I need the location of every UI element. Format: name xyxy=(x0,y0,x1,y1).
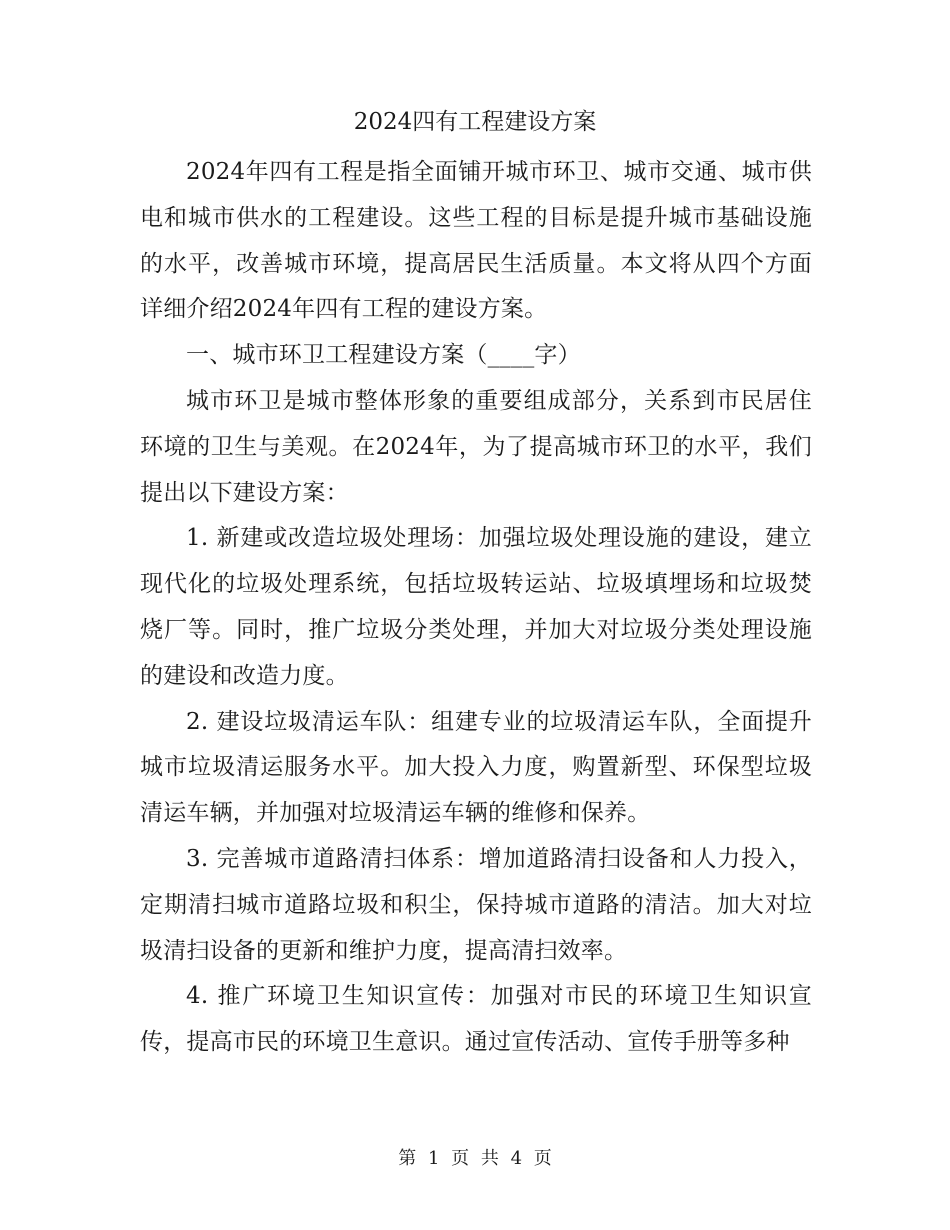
list-item: 4. 推广环境卫生知识宣传：加强对市民的环境卫生知识宣传，提高市民的环境卫生意识。通过宣传活动、宣传手册等多种 xyxy=(140,983,812,1056)
intro-paragraph: 2024年四有工程是指全面铺开城市环卫、城市交通、城市供电和城市供水的工程建设。这些工程的目标是提升城市基础设施的水平，改善城市环境，提高居民生活质量。本文将从四个方面详细介绍2024年四有工程的建设方案。 xyxy=(140,159,812,323)
list-item: 1. 新建或改造垃圾处理场：加强垃圾处理设施的建设，建立现代化的垃圾处理系统，包括垃圾转运站、垃圾填埋场和垃圾焚烧厂等。同时，推广垃圾分类处理，并加大对垃圾分类处理设施的建设和改造力度。 xyxy=(140,525,812,689)
document-title: 2024四有工程建设方案 xyxy=(353,109,597,135)
list-item: 3. 完善城市道路清扫体系：增加道路清扫设备和人力投入，定期清扫城市道路垃圾和积尘，保持城市道路的清洁。加大对垃圾清扫设备的更新和维护力度，提高清扫效率。 xyxy=(140,845,812,964)
page-number-footer: 第 1 页 共 4 页 xyxy=(398,1148,552,1169)
section-heading: 一、城市环卫工程建设方案（____字） xyxy=(186,342,581,369)
section-intro-paragraph: 城市环卫是城市整体形象的重要组成部分，关系到市民居住环境的卫生与美观。在2024年，为了提高城市环卫的水平，我们提出以下建设方案： xyxy=(140,387,812,506)
list-item: 2. 建设垃圾清运车队：组建专业的垃圾清运车队，全面提升城市垃圾清运服务水平。加大投入力度，购置新型、环保型垃圾清运车辆，并加强对垃圾清运车辆的维修和保养。 xyxy=(140,708,812,827)
document-body xyxy=(140,150,812,1066)
